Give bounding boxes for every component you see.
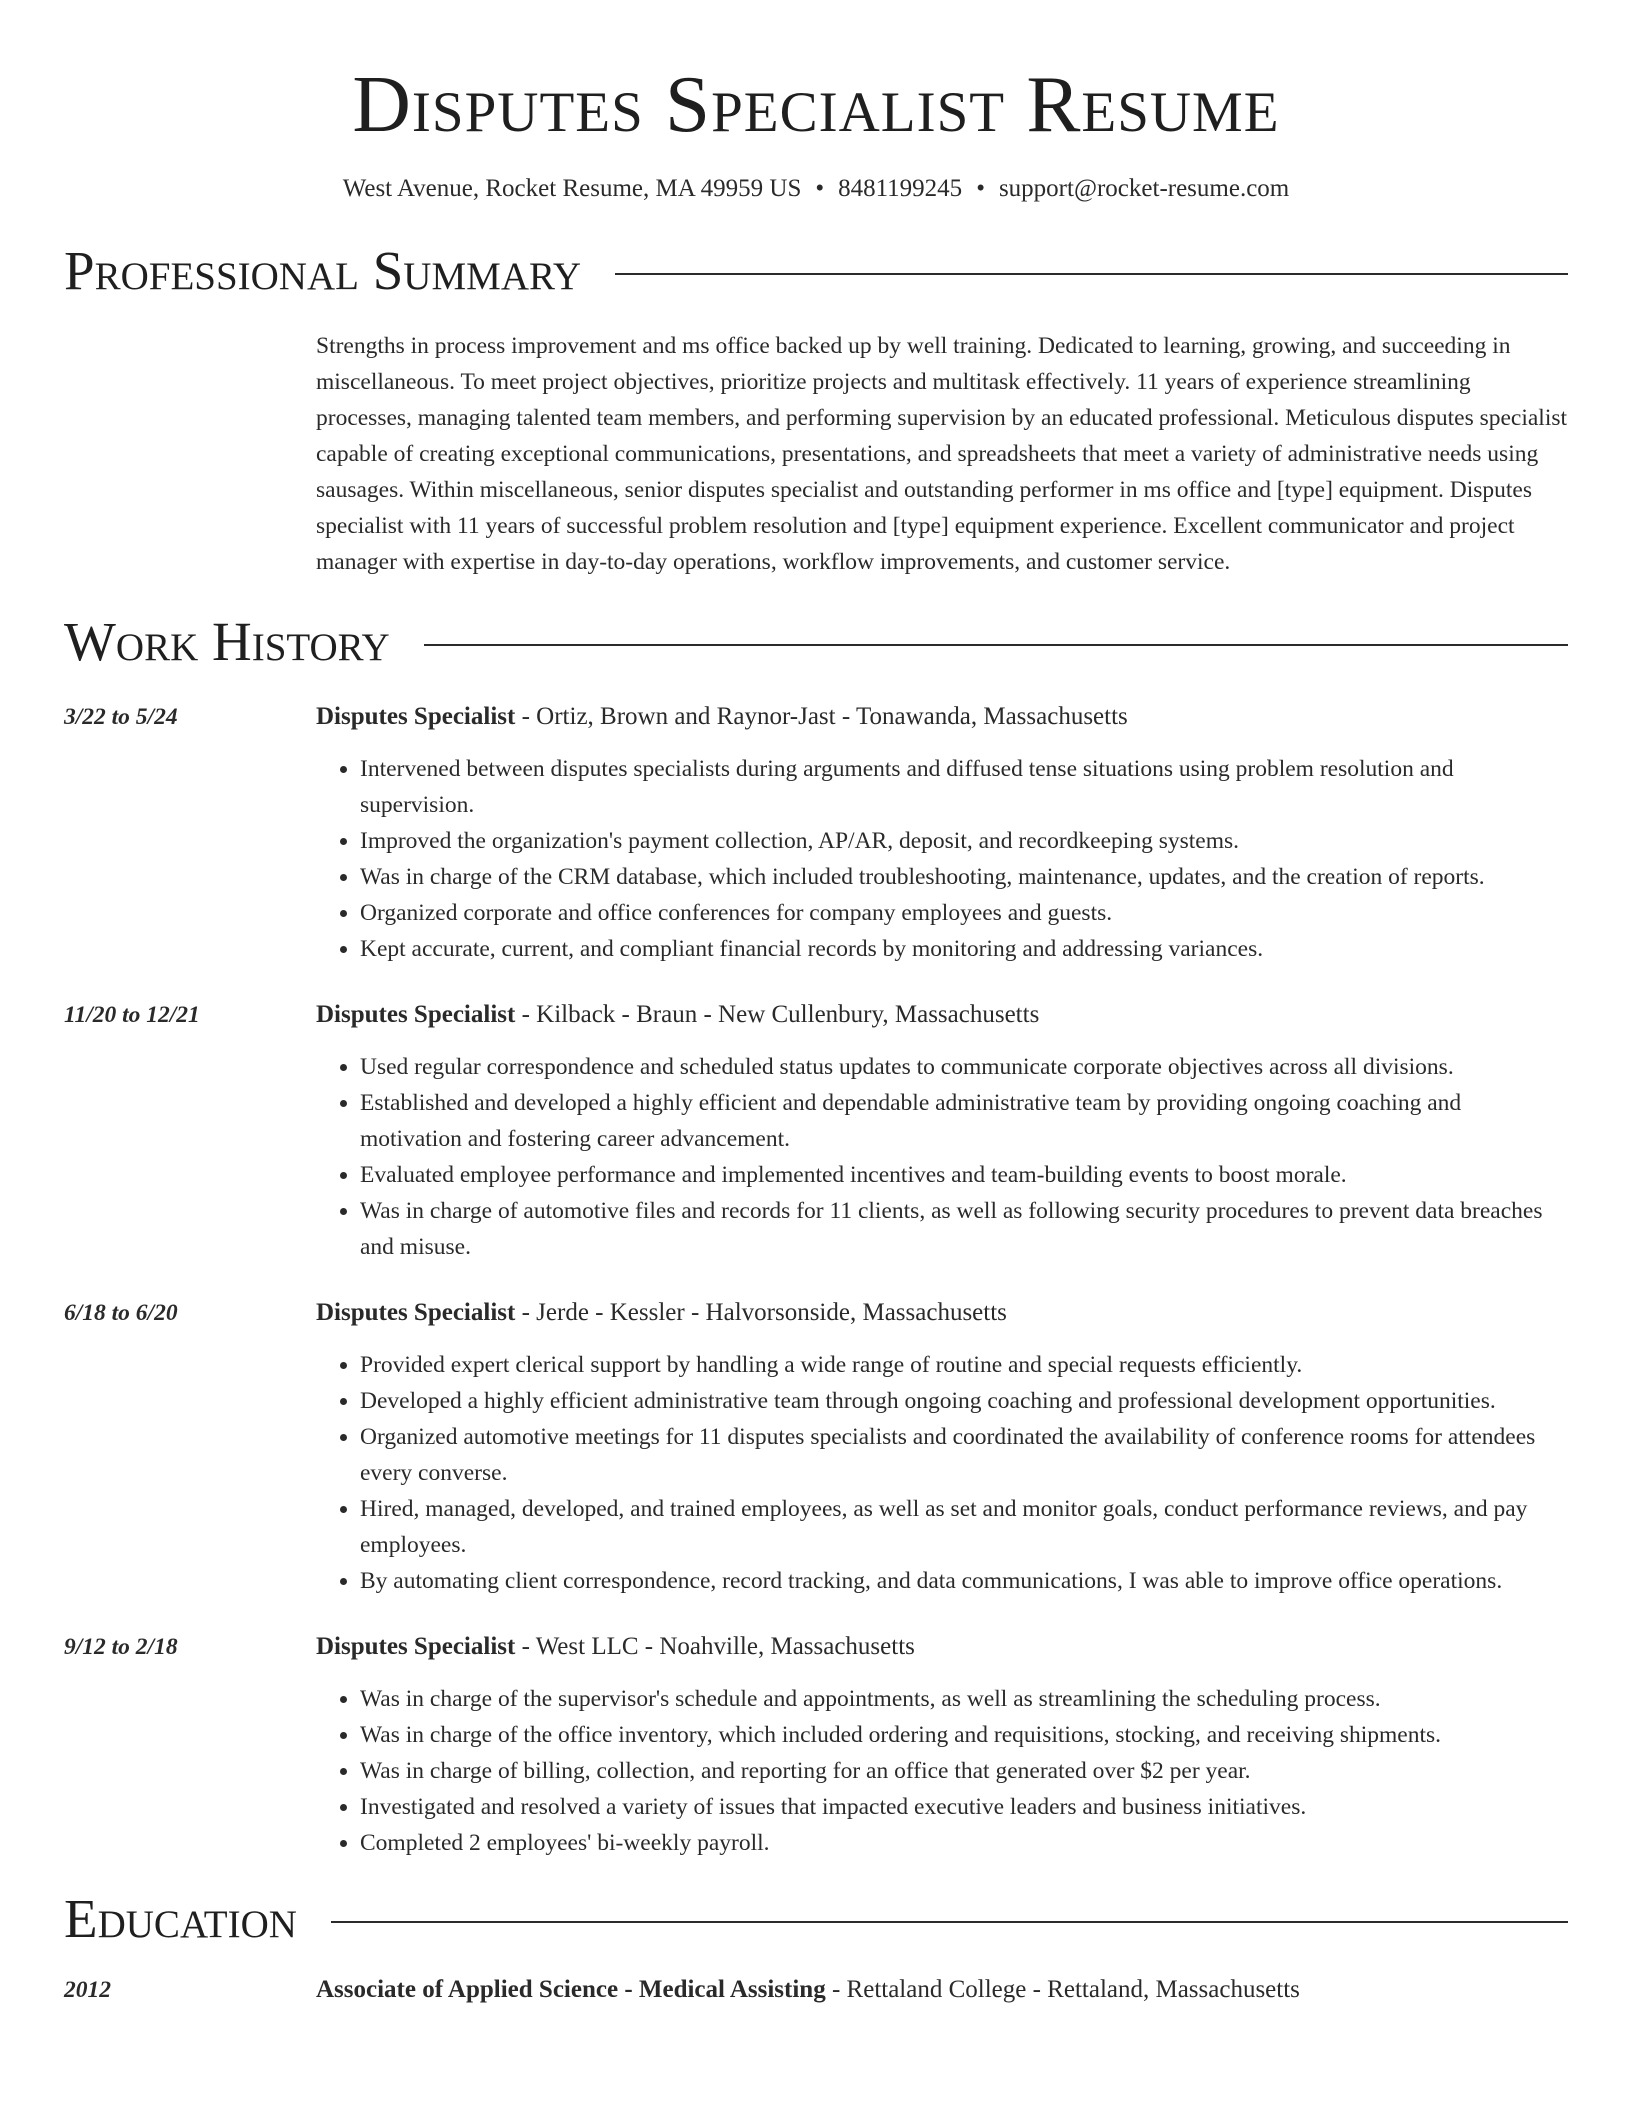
contact-email: support@rocket-resume.com bbox=[998, 175, 1290, 202]
job-employer-location: - Jerde - Kessler - Halvorsonside, Massachusetts bbox=[515, 1299, 1007, 1326]
list-item: • Investigated and resolved a variety of issues that impacted executive leaders and business initiatives. bbox=[360, 1789, 1568, 1825]
work-entry-heading bbox=[316, 699, 1568, 735]
work-entry-heading bbox=[316, 997, 1568, 1033]
list-item: • Was in charge of the CRM database, which included troubleshooting, maintenance, updates, and the creation of reports. bbox=[360, 859, 1568, 895]
list-item: • Kept accurate, current, and compliant financial records by monitoring and addressing variances. bbox=[360, 931, 1568, 967]
job-duties-list bbox=[316, 1347, 1568, 1599]
job-title: Disputes Specialist bbox=[316, 1299, 516, 1326]
work-entry-body bbox=[316, 997, 1568, 1265]
education-heading bbox=[316, 1972, 1568, 2008]
list-item: • Intervened between disputes specialists during arguments and diffused tense situations using problem resolution and supervision. bbox=[360, 751, 1568, 823]
education-entry bbox=[64, 1972, 1568, 2008]
work-entry-dates: 3/22 to 5/24 bbox=[64, 704, 178, 730]
list-item: • Developed a highly efficient administrative team through ongoing coaching and professional development opportunities. bbox=[360, 1383, 1568, 1419]
education-section-heading bbox=[64, 1888, 1568, 1949]
list-item: • Used regular correspondence and scheduled status updates to communicate corporate objectives across all divisions. bbox=[360, 1049, 1568, 1085]
list-item: • By automating client correspondence, record tracking, and data communications, I was able to improve office operations. bbox=[360, 1563, 1568, 1599]
work-entry-heading bbox=[316, 1295, 1568, 1331]
list-item: • Completed 2 employees' bi-weekly payroll. bbox=[360, 1825, 1568, 1861]
section-title-education: Education bbox=[64, 1888, 297, 1949]
list-item: • Was in charge of automotive files and records for 11 clients, as well as following security procedures to prevent data breaches and misuse. bbox=[360, 1193, 1568, 1265]
work-entry-dates: 9/12 to 2/18 bbox=[64, 1634, 178, 1660]
list-item: • Was in charge of the supervisor's schedule and appointments, as well as streamlining the scheduling process. bbox=[360, 1681, 1568, 1717]
work-entry bbox=[64, 997, 1568, 1265]
job-title: Disputes Specialist bbox=[316, 1633, 516, 1660]
degree: Associate of Applied Science - Medical Assisting bbox=[316, 1976, 826, 2003]
work-entry-dates: 11/20 to 12/21 bbox=[64, 1002, 200, 1028]
job-employer-location: - Ortiz, Brown and Raynor-Jast - Tonawanda, Massachusetts bbox=[515, 703, 1128, 730]
work-entry-body bbox=[316, 1629, 1568, 1861]
work-section-heading bbox=[64, 611, 1568, 672]
list-item: • Was in charge of billing, collection, and reporting for an office that generated over $2 per year. bbox=[360, 1753, 1568, 1789]
contact-line bbox=[64, 175, 1568, 203]
school-location: - Rettaland College - Rettaland, Massachusetts bbox=[825, 1976, 1300, 2003]
list-item: • Provided expert clerical support by handling a wide range of routine and special requests efficiently. bbox=[360, 1347, 1568, 1383]
contact-separator: • bbox=[976, 175, 985, 202]
job-employer-location: - West LLC - Noahville, Massachusetts bbox=[515, 1633, 915, 1660]
contact-address: West Avenue, Rocket Resume, MA 49959 US bbox=[342, 175, 802, 202]
work-entry bbox=[64, 1295, 1568, 1599]
summary-text: Strengths in process improvement and ms office backed up by well training. Dedicated to learning, growing, and succeeding in miscellaneous. To meet project objectives, prioritize projects and multitask effectively. 11 years of experience streamlining processes, managing talented team members, and performing supervision by an educated professional. Meticulous disputes specialist capable of creating exceptional communications, presentations, and spreadsheets that meet a variety of administrative needs using sausages. Within miscellaneous, senior disputes specialist and outstanding performer in ms office and [type] equipment. Disputes specialist with 11 years of successful problem resolution and [type] equipment experience. Excellent communicator and project manager with expertise in day-to-day operations, workflow improvements, and customer service. bbox=[316, 333, 1568, 575]
work-entry-body bbox=[316, 1295, 1568, 1599]
section-divider bbox=[424, 644, 1568, 646]
job-employer-location: - Kilback - Braun - New Cullenbury, Massachusetts bbox=[515, 1001, 1040, 1028]
list-item: • Organized corporate and office conferences for company employees and guests. bbox=[360, 895, 1568, 931]
list-item: • Organized automotive meetings for 11 disputes specialists and coordinated the availability of conference rooms for attendees every converse. bbox=[360, 1419, 1568, 1491]
job-duties-list bbox=[316, 1681, 1568, 1861]
work-entry bbox=[64, 1629, 1568, 1861]
contact-phone: 8481199245 bbox=[838, 175, 963, 202]
list-item: • Was in charge of the office inventory, which included ordering and requisitions, stocking, and receiving shipments. bbox=[360, 1717, 1568, 1753]
work-entry-body bbox=[316, 699, 1568, 967]
list-item: • Improved the organization's payment collection, AP/AR, deposit, and recordkeeping systems. bbox=[360, 823, 1568, 859]
section-divider bbox=[615, 273, 1568, 275]
section-divider bbox=[331, 1921, 1568, 1923]
education-year: 2012 bbox=[64, 1977, 111, 2003]
page-title: Disputes Specialist Resume bbox=[352, 59, 1280, 149]
summary-section-heading bbox=[64, 240, 1568, 301]
job-title: Disputes Specialist bbox=[316, 703, 516, 730]
job-duties-list bbox=[316, 1049, 1568, 1265]
list-item: • Established and developed a highly efficient and dependable administrative team by providing ongoing coaching and motivation and fostering career advancement. bbox=[360, 1085, 1568, 1157]
work-entry-heading bbox=[316, 1629, 1568, 1665]
section-title-work: Work History bbox=[64, 611, 390, 672]
education-list bbox=[64, 1972, 1568, 2008]
contact-separator: • bbox=[815, 175, 825, 202]
work-entry bbox=[64, 699, 1568, 967]
list-item: • Hired, managed, developed, and trained employees, as well as set and monitor goals, conduct performance reviews, and pay employees. bbox=[360, 1491, 1568, 1563]
work-entry-dates: 6/18 to 6/20 bbox=[64, 1300, 178, 1326]
list-item: • Evaluated employee performance and implemented incentives and team-building events to boost morale. bbox=[360, 1157, 1568, 1193]
work-history-list bbox=[64, 699, 1568, 1861]
section-title-summary: Professional Summary bbox=[64, 240, 582, 301]
job-title: Disputes Specialist bbox=[316, 1001, 516, 1028]
job-duties-list bbox=[316, 751, 1568, 967]
